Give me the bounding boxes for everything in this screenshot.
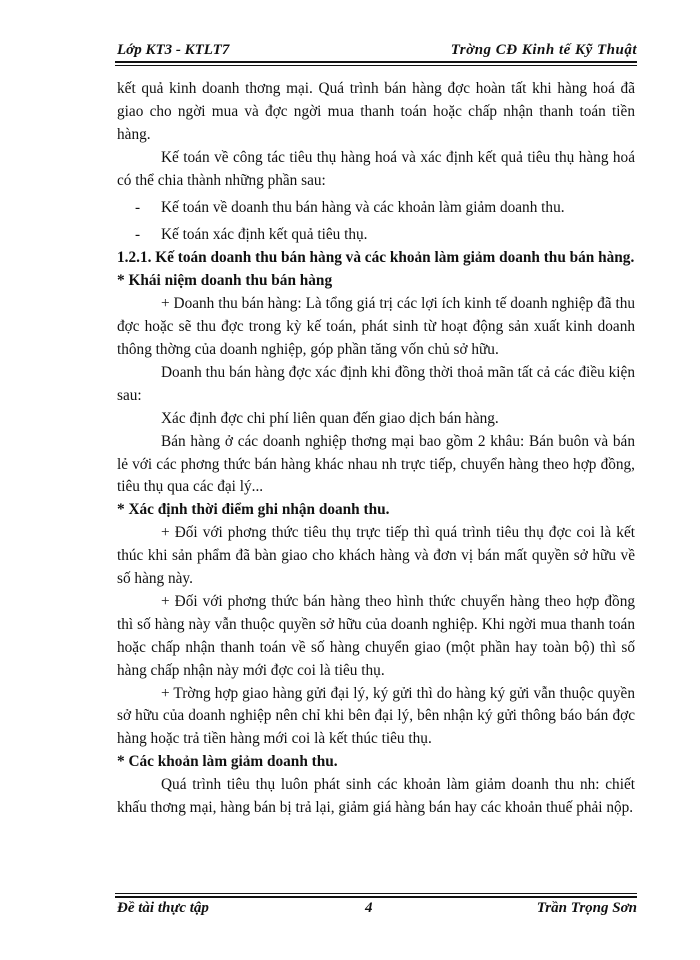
list-item-text: Kế toán xác định kết quả tiêu thụ. <box>161 226 368 244</box>
paragraph: Bán hàng ở các doanh nghiệp thơng mại bao gồm 2 khâu: Bán buôn và bán lẻ với các phơng thức bán hàng khác nhau nh trực tiếp, chuyển hàng theo hợp đồng, tiêu thụ qua các đại lý... <box>117 432 635 496</box>
paragraph: + Đối với phơng thức tiêu thụ trực tiếp thì quá trình tiêu thụ đợc coi là kết thúc khi sản phẩm đã bàn giao cho khách hàng và đơn vị bán mất quyền sở hữu về số hàng này. <box>117 524 635 588</box>
section-heading: 1.2.1. Kế toán doanh thu bán hàng và các khoản làm giảm doanh thu bán hàng. <box>117 249 635 267</box>
paragraph: + Doanh thu bán hàng: Là tổng giá trị các lợi ích kinh tế doanh nghiệp đã thu đợc hoặc sẽ thu đợc trong kỳ kế toán, phát sinh từ hoạt động sản xuất kinh doanh thông thờng của doanh nghiệp, góp phần tăng vốn chủ sở hữu. <box>117 295 635 358</box>
page-footer <box>117 900 637 922</box>
dash-bullet: - <box>135 198 141 216</box>
paragraph: + Đối với phơng thức bán hàng theo hình thức chuyển hàng theo hợp đồng thì số hàng này vẫn thuộc quyền sở hữu của doanh nghiệp. Khi ngời mua thanh toán hoặc chấp nhận thanh toán về số hàng chuyển giao (một phần hay toàn bộ) thì số hàng chấp nhận này mới đợc coi là tiêu thụ. <box>117 592 635 679</box>
footer-rule-thick <box>115 896 637 898</box>
paragraph: Kế toán về công tác tiêu thụ hàng hoá và xác định kết quả tiêu thụ hàng hoá có thể chia thành những phần sau: <box>117 148 635 189</box>
paragraph: Xác định đợc chi phí liên quan đến giao dịch bán hàng. <box>161 409 499 427</box>
header-rule-thick <box>115 61 637 63</box>
footer-topic-label: Đề tài thực tập <box>117 900 209 916</box>
subsection-heading: * Các khoản làm giảm doanh thu. <box>117 753 338 771</box>
list-item <box>117 197 635 220</box>
header-class-label: Lớp KT3 - KTLT7 <box>117 42 230 58</box>
page-number: 4 <box>365 900 373 916</box>
footer-rule-thin <box>115 893 637 894</box>
paragraph: Quá trình tiêu thụ luôn phát sinh các khoản làm giảm doanh thu nh: chiết khấu thơng mại, hàng bán bị trả lại, giảm giá hàng bán hay các khoản thuế phải nộp. <box>117 776 635 817</box>
dash-bullet: - <box>135 226 141 244</box>
header-school-label: Trờng CĐ Kinh tế Kỹ Thuật <box>450 42 637 58</box>
subsection-heading: * Xác định thời điểm ghi nhận doanh thu. <box>117 501 390 519</box>
document-body <box>117 78 635 820</box>
subsection-heading: * Khái niệm doanh thu bán hàng <box>117 272 333 290</box>
paragraph: Doanh thu bán hàng đợc xác định khi đồng thời thoả mãn tất cả các điều kiện sau: <box>117 363 635 404</box>
list-item <box>117 224 635 247</box>
header-rule-thin <box>115 65 637 66</box>
paragraph: kết quả kinh doanh thơng mại. Quá trình bán hàng đợc hoàn tất khi hàng hoá đã giao cho ngời mua và đợc ngời mua thanh toán hoặc chấp nhận thanh toán tiền hàng. <box>117 80 635 143</box>
footer-author-label: Trần Trọng Sơn <box>536 900 637 916</box>
paragraph: + Trờng hợp giao hàng gửi đại lý, ký gửi thì do hàng ký gửi vẫn thuộc quyền sở hữu của doanh nghiệp nên chỉ khi bên đại lý, bên nhận ký gửi thông báo bán đợc hàng hoặc trả tiền hàng mới coi là kết thúc tiêu thụ. <box>117 684 635 748</box>
list-item-text: Kế toán về doanh thu bán hàng và các khoản làm giảm doanh thu. <box>161 198 565 216</box>
